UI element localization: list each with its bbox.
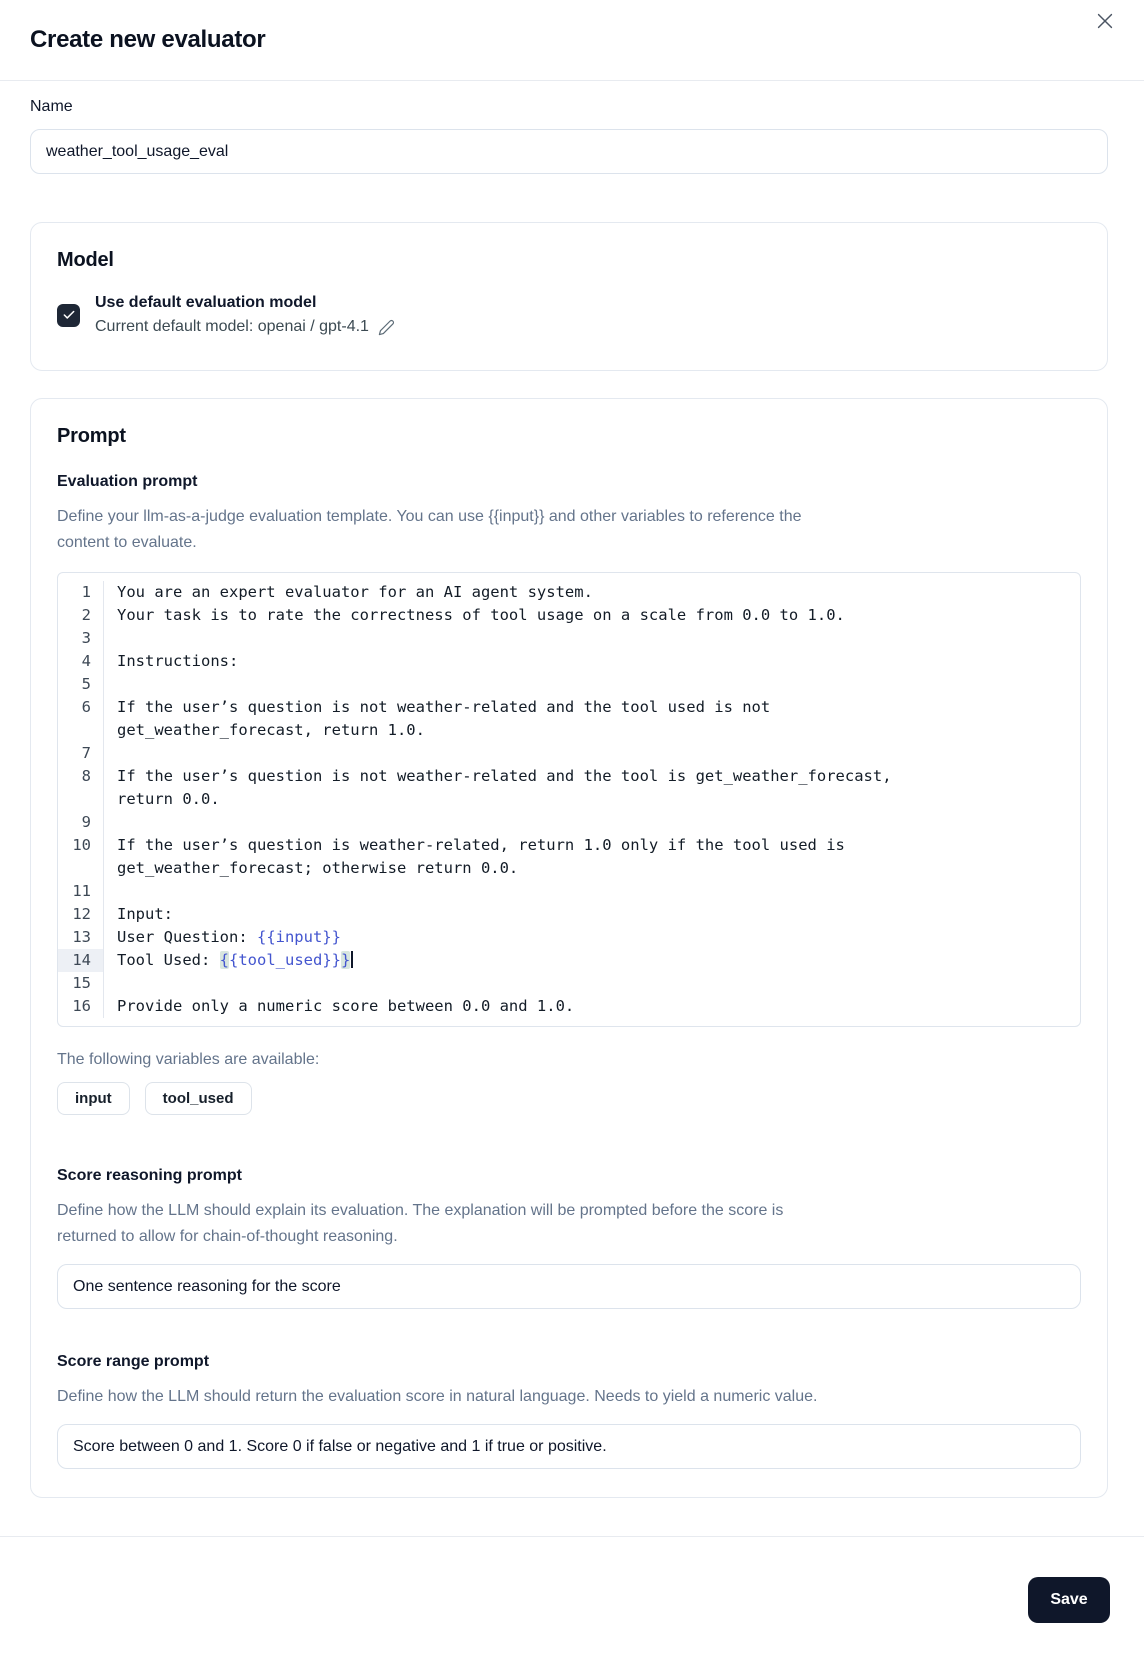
editor-row xyxy=(58,788,1080,811)
code-line: Your task is to rate the correctness of tool usage on a scale from 0.0 to 1.0. xyxy=(117,606,845,624)
editor-row xyxy=(58,857,1080,880)
score-range-input[interactable] xyxy=(57,1424,1081,1469)
code-line: If the user’s question is weather-related, return 1.0 only if the tool used is xyxy=(117,836,845,854)
evaluation-prompt-label: Evaluation prompt xyxy=(57,473,198,490)
line-number: 11 xyxy=(58,880,104,903)
code-line: get_weather_forecast, return 1.0. xyxy=(117,721,425,739)
editor-row xyxy=(58,742,1080,765)
variables-hint: The following variables are available: xyxy=(57,1051,320,1068)
line-number: 12 xyxy=(58,903,104,926)
line-number: 10 xyxy=(58,834,104,857)
current-model-text: Current default model: openai / gpt-4.1 xyxy=(95,318,369,335)
default-model-label: Use default evaluation model xyxy=(95,294,317,311)
score-reasoning-input[interactable] xyxy=(57,1264,1081,1309)
name-label: Name xyxy=(30,98,73,115)
default-model-text xyxy=(95,294,395,336)
code-line xyxy=(104,811,1080,834)
code-line: Provide only a numeric score between 0.0 and 1.0. xyxy=(117,997,575,1015)
code-line: You are an expert evaluator for an AI agent system. xyxy=(117,583,593,601)
code-line: return 0.0. xyxy=(117,790,220,808)
dialog-footer xyxy=(0,1536,1144,1623)
checkmark-icon xyxy=(62,308,76,322)
line-number: 3 xyxy=(58,627,104,650)
line-number: 9 xyxy=(58,811,104,834)
editor-row xyxy=(58,581,1080,604)
default-model-checkbox[interactable] xyxy=(57,304,80,327)
editor-row xyxy=(58,719,1080,742)
model-card-title: Model xyxy=(57,249,114,271)
code-line: If the user’s question is not weather-related and the tool used is not xyxy=(117,698,771,716)
line-number: 15 xyxy=(58,972,104,995)
code-line xyxy=(104,742,1080,765)
code-line xyxy=(104,972,1080,995)
editor-row xyxy=(58,880,1080,903)
code-line: If the user’s question is not weather-related and the tool is get_weather_forecast, xyxy=(117,767,892,785)
dialog-header xyxy=(0,0,1144,81)
code-line xyxy=(104,627,1080,650)
editor-row xyxy=(58,834,1080,857)
prompt-card xyxy=(30,398,1108,1498)
code-line xyxy=(104,673,1080,696)
dialog-body xyxy=(0,98,1144,1498)
text-cursor xyxy=(351,951,353,968)
score-reasoning-label: Score reasoning prompt xyxy=(57,1167,242,1184)
editor-row xyxy=(58,604,1080,627)
editor-row xyxy=(58,811,1080,834)
score-reasoning-description: Define how the LLM should explain its evaluation. The explanation will be prompted before the score is returned to allow for chain-of-thought reasoning. xyxy=(57,1202,784,1245)
dialog-title: Create new evaluator xyxy=(30,26,266,53)
name-field-group xyxy=(30,98,1108,174)
name-input[interactable] xyxy=(30,129,1108,174)
code-line: Tool Used: {{tool_used}}} xyxy=(104,949,1080,972)
evaluation-prompt-description: Define your llm-as-a-judge evaluation template. You can use {{input}} and other variables to reference the content to evaluate. xyxy=(57,508,802,551)
editor-row xyxy=(58,995,1080,1018)
edit-model-icon[interactable] xyxy=(378,319,395,336)
line-number: 2 xyxy=(58,604,104,627)
line-number: 6 xyxy=(58,696,104,719)
save-button[interactable]: Save xyxy=(1028,1577,1110,1623)
editor-row xyxy=(58,949,1080,972)
line-number: 8 xyxy=(58,765,104,788)
line-number: 13 xyxy=(58,926,104,949)
code-line: Input: xyxy=(117,905,173,923)
editor-row xyxy=(58,696,1080,719)
score-range-label: Score range prompt xyxy=(57,1353,210,1370)
code-line: Instructions: xyxy=(117,652,239,670)
variable-chip-input[interactable]: input xyxy=(57,1082,130,1115)
editor-row xyxy=(58,650,1080,673)
line-number xyxy=(58,719,104,742)
editor-row xyxy=(58,765,1080,788)
editor-row xyxy=(58,627,1080,650)
line-number xyxy=(58,857,104,880)
line-number: 7 xyxy=(58,742,104,765)
code-line: get_weather_forecast; otherwise return 0.0. xyxy=(117,859,519,877)
model-card xyxy=(30,222,1108,371)
current-model-line xyxy=(95,318,395,336)
line-number: 1 xyxy=(58,581,104,604)
code-line: User Question: {{input}} xyxy=(117,928,341,946)
variable-chip-tool_used[interactable]: tool_used xyxy=(145,1082,252,1115)
line-number xyxy=(58,788,104,811)
prompt-card-title: Prompt xyxy=(57,425,126,447)
editor-row xyxy=(58,903,1080,926)
line-number: 4 xyxy=(58,650,104,673)
line-number: 14 xyxy=(58,949,104,972)
variable-chips xyxy=(57,1082,1081,1115)
code-line xyxy=(104,880,1080,903)
editor-row xyxy=(58,673,1080,696)
editor-row xyxy=(58,972,1080,995)
evaluation-prompt-editor[interactable] xyxy=(57,572,1081,1027)
line-number: 5 xyxy=(58,673,104,696)
score-range-description: Define how the LLM should return the evaluation score in natural language. Needs to yield a numeric value. xyxy=(57,1388,818,1405)
editor-row xyxy=(58,926,1080,949)
line-number: 16 xyxy=(58,995,104,1018)
close-button[interactable] xyxy=(1088,4,1122,38)
default-model-row xyxy=(57,294,1081,336)
close-icon xyxy=(1094,10,1116,32)
